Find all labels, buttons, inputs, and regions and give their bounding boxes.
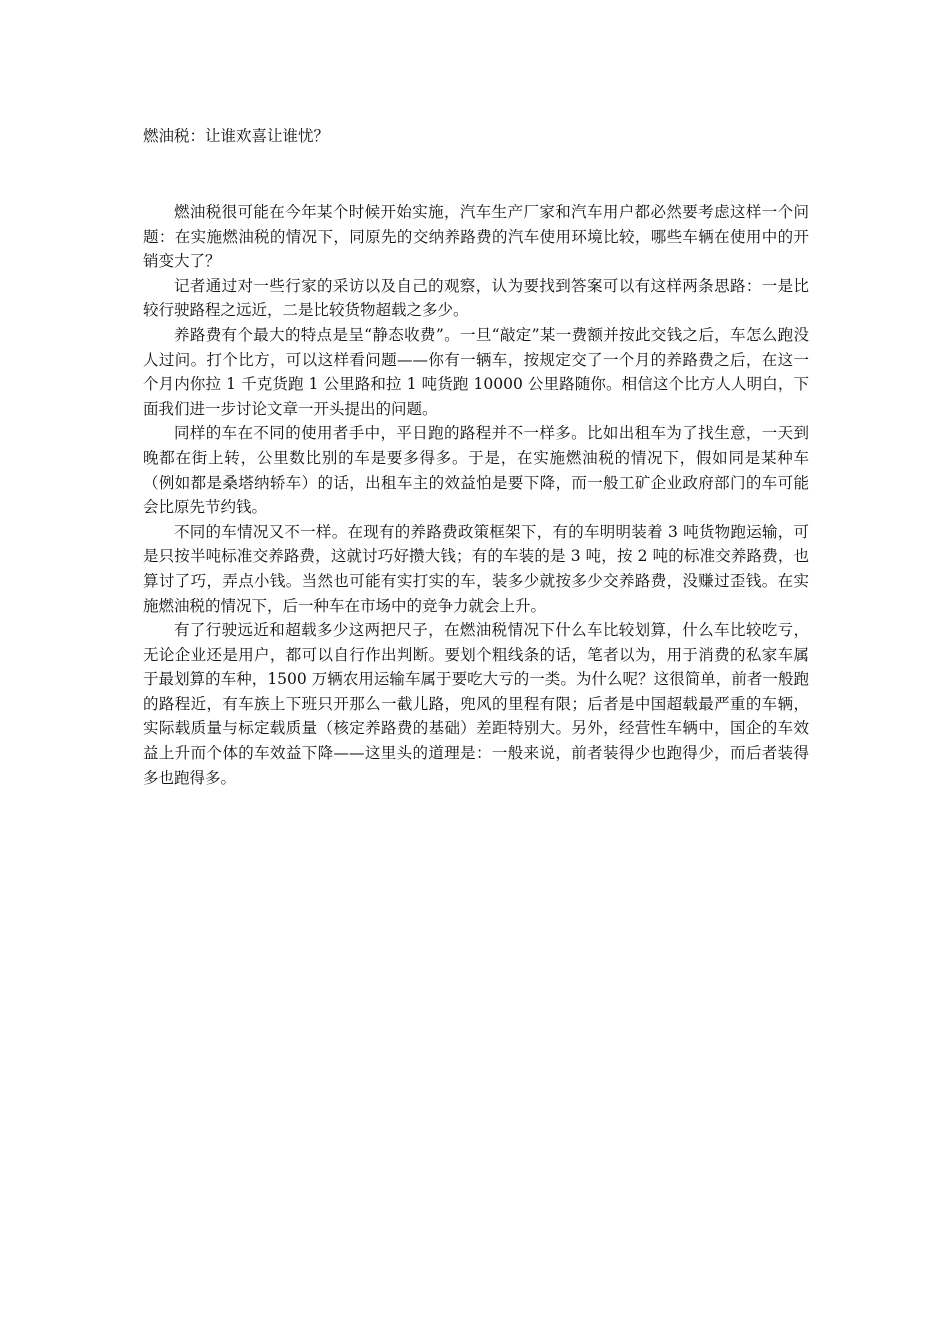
- paragraph-2: 记者通过对一些行家的采访以及自己的观察，认为要找到答案可以有这样两条思路：一是比较行驶路程之远近，二是比较货物超载之多少。: [143, 276, 809, 320]
- paragraph-6: 有了行驶远近和超载多少这两把尺子，在燃油税情况下什么车比较划算，什么车比较吃亏，无论企业还是用户，都可以自行作出判断。要划个粗线条的话，笔者以为，用于消费的私家车属于最划算的车种，1500 万辆农用运输车属于要吃大亏的一类。为什么呢？这很简单，前者一般跑的路程近，有车族上下班只开那么一截儿路，兜风的里程有限；后者是中国超载最严重的车辆，实际载质量与标定载质量（核定养路费的基础）差距特别大。另外，经营性车辆中，国企的车效益上升而个体的车效益下降——这里头的道理是：一般来说，前者装得少也跑得少，而后者装得多也跑得多。: [143, 621, 809, 787]
- article-title: 燃油税：让谁欢喜让谁忧？: [143, 127, 330, 145]
- paragraph-1: 燃油税很可能在今年某个时候开始实施，汽车生产厂家和汽车用户都必然要考虑这样一个问题：在实施燃油税的情况下，同原先的交纳养路费的汽车使用环境比较，哪些车辆在使用中的开销变大了？: [143, 203, 809, 271]
- article-body: [143, 200, 809, 790]
- paragraph-5: 不同的车情况又不一样。在现有的养路费政策框架下，有的车明明装着 3 吨货物跑运输，可是只按半吨标准交养路费，这就讨巧好攒大钱；有的车装的是 3 吨，按 2 吨的标准交养路费，也算讨了巧，弄点小钱。当然也可能有实打实的车，装多少就按多少交养路费，没赚过歪钱。在实施燃油税的情况下，后一种车在市场中的竞争力就会上升。: [143, 522, 809, 615]
- paragraph-3: 养路费有个最大的特点是呈“静态收费”。一旦“敲定”某一费额并按此交钱之后，车怎么跑没人过问。打个比方，可以这样看问题——你有一辆车，按规定交了一个月的养路费之后，在这一个月内你拉 1 千克货跑 1 公里路和拉 1 吨货跑 10000 公里路随你。相信这个比方人人明白，下面我们进一步讨论文章一开头提出的问题。: [143, 325, 809, 418]
- paragraph-4: 同样的车在不同的使用者手中，平日跑的路程并不一样多。比如出租车为了找生意，一天到晚都在街上转，公里数比别的车是要多得多。于是，在实施燃油税的情况下，假如同是某种车（例如都是桑塔纳轿车）的话，出租车主的效益怕是要下降，而一般工矿企业政府部门的车可能会比原先节约钱。: [143, 424, 809, 517]
